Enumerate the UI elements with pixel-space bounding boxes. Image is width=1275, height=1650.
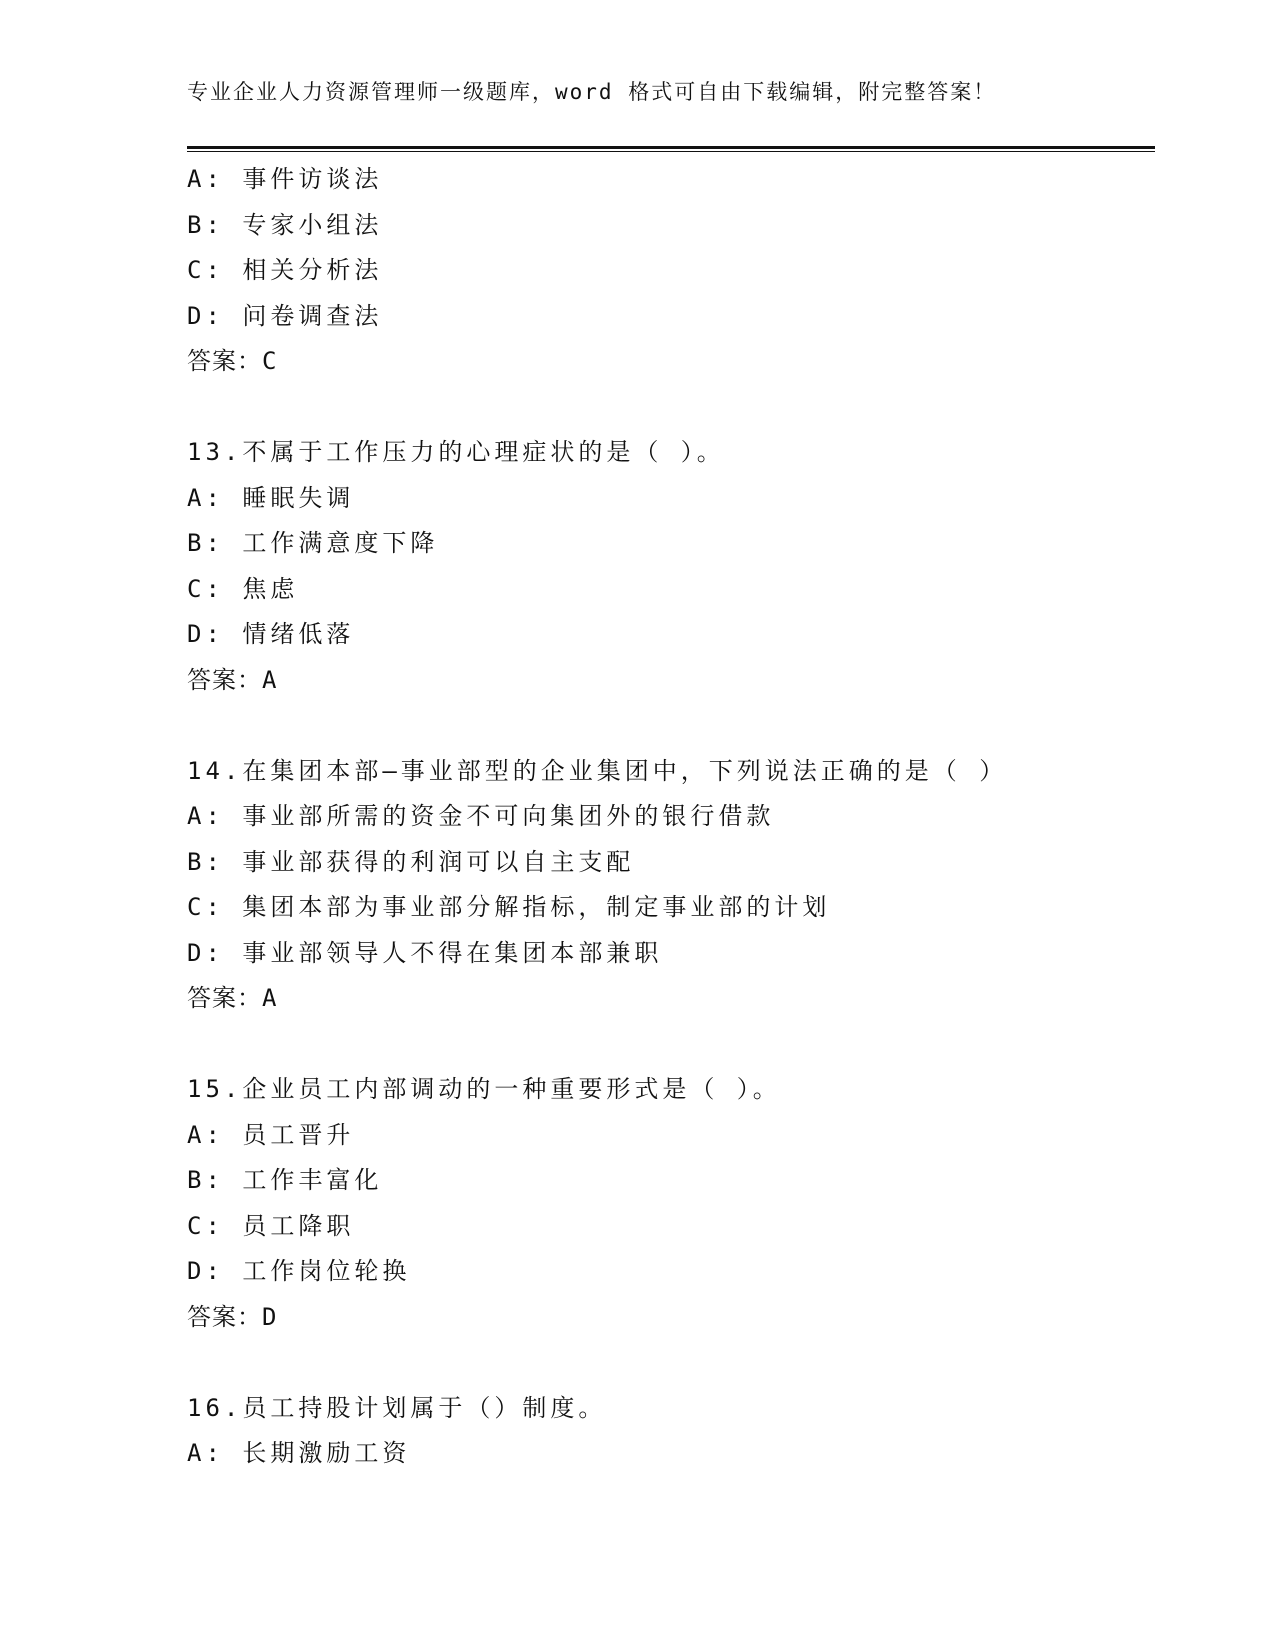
option-d: D: 工作岗位轮换 [187,1257,411,1285]
answer-line [187,658,1155,704]
spacer [187,703,1155,749]
option-b: B: 专家小组法 [187,210,383,239]
option-c: C: 员工降职 [187,1211,355,1240]
option-a: A: 睡眠失调 [187,483,355,512]
header-rule-thick [187,146,1155,149]
option-b: B: 事业部获得的利润可以自主支配 [187,847,635,876]
question-content [187,157,1155,1477]
answer-line [187,976,1155,1022]
answer-label: 答案： [187,347,262,375]
answer-value: D [262,1302,278,1331]
option-d: D: 事业部领导人不得在集团本部兼职 [187,938,663,967]
question-stem: 15.企业员工内部调动的一种重要形式是（ ）。 [187,1075,781,1103]
question-stem: 14.在集团本部—事业部型的企业集团中，下列说法正确的是（ ） [187,756,1008,785]
option-d: D: 情绪低落 [187,620,355,648]
answer-line [187,339,1155,385]
option-c: C: 相关分析法 [187,256,383,284]
spacer [187,1022,1155,1068]
option-a: A: 员工晋升 [187,1120,355,1149]
option-a: A: 事业部所需的资金不可向集团外的银行借款 [187,802,775,830]
answer-value: C [262,347,278,375]
answer-value: A [262,665,278,694]
answer-label: 答案： [187,984,262,1012]
option-a: A: 事件访谈法 [187,165,383,193]
option-b: B: 工作丰富化 [187,1166,383,1194]
spacer [187,385,1155,431]
answer-label: 答案： [187,1302,262,1331]
option-c: C: 集团本部为事业部分解指标，制定事业部的计划 [187,893,831,921]
answer-line [187,1295,1155,1341]
option-c: C: 焦虑 [187,574,299,603]
spacer [187,1340,1155,1386]
question-stem: 13.不属于工作压力的心理症状的是（ ）。 [187,438,725,466]
header-rule-thin [187,151,1155,152]
answer-value: A [262,984,278,1012]
option-d: D: 问卷调查法 [187,301,383,330]
answer-label: 答案： [187,665,262,694]
option-a: A: 长期激励工资 [187,1439,411,1467]
page-header: 专业企业人力资源管理师一级题库，word 格式可自由下载编辑，附完整答案！ [187,80,997,104]
option-b: B: 工作满意度下降 [187,529,439,557]
question-stem: 16.员工持股计划属于（）制度。 [187,1393,607,1422]
